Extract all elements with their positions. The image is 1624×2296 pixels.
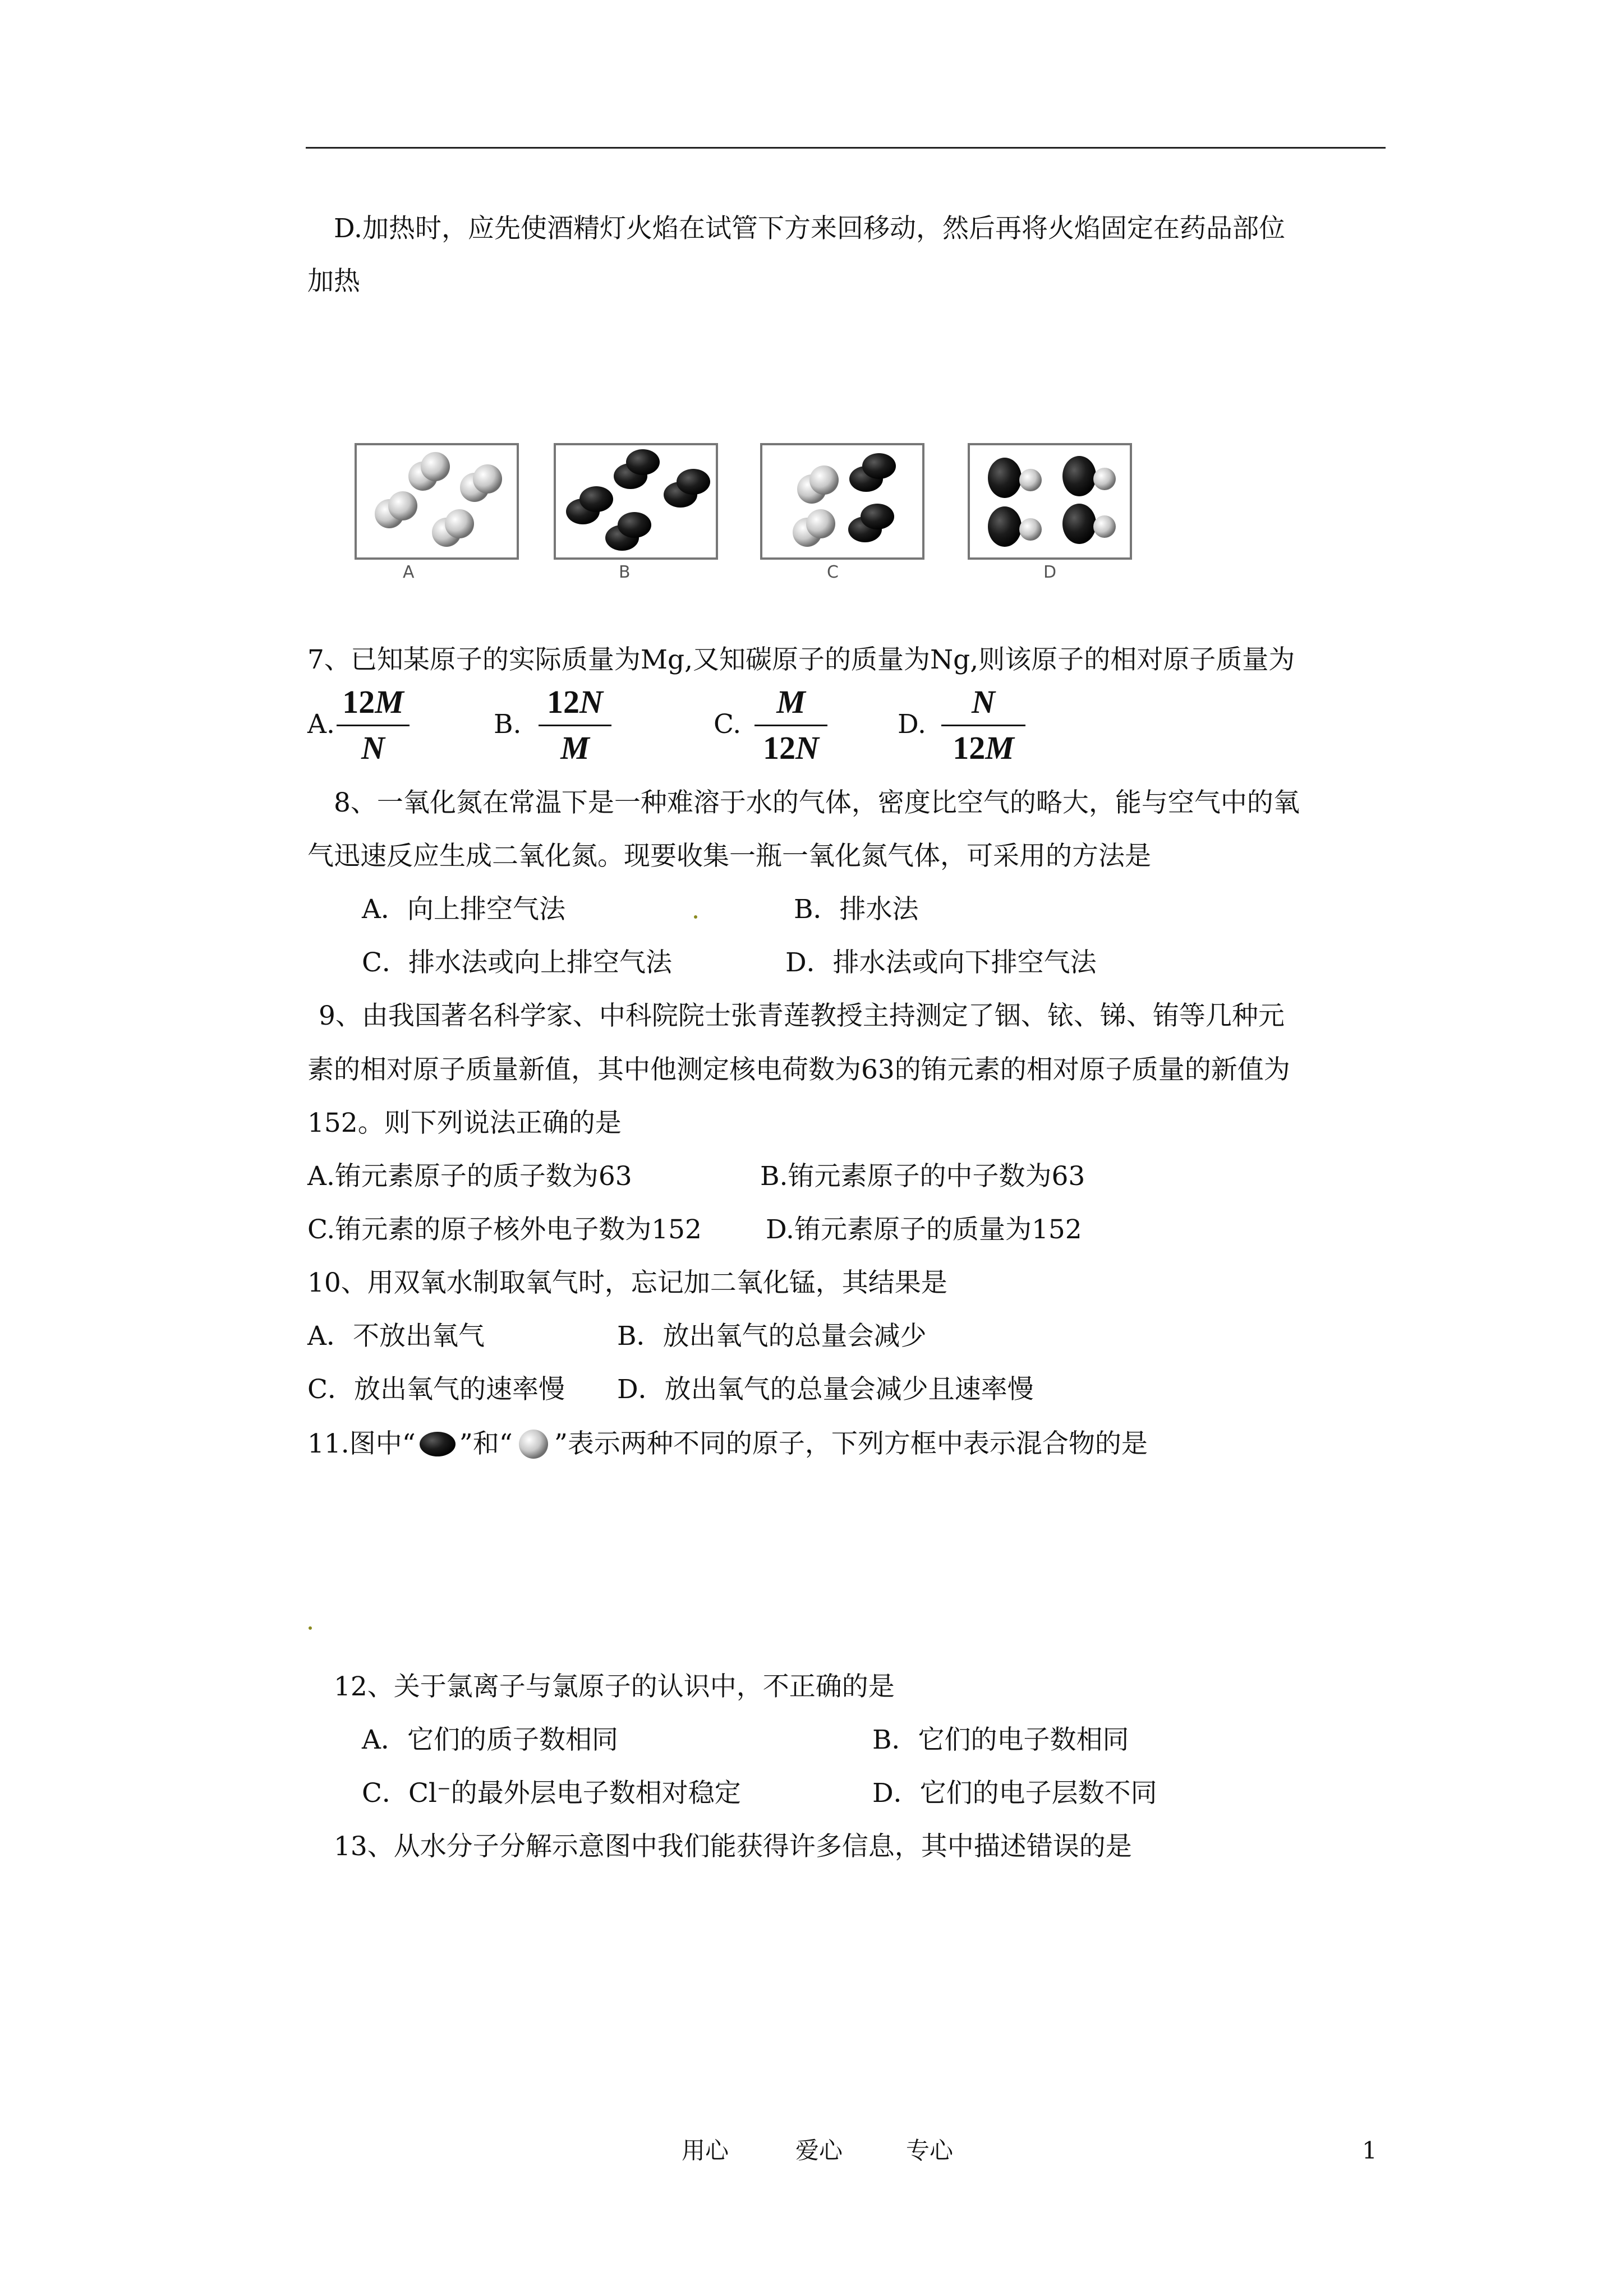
q7-stem: 7、已知某原子的实际质量为Mg,又知碳原子的质量为Ng,则该原子的相对原子质量为 xyxy=(307,644,1295,675)
q6-option-d-line2: 加热 xyxy=(307,266,360,297)
header-rule xyxy=(306,147,1386,149)
black-molecule-4 xyxy=(605,512,651,551)
white-atom-icon xyxy=(515,1428,552,1460)
q10-option-d: D．放出氧气的总量会减少且速率慢 xyxy=(617,1374,1034,1405)
fraction-denominator: N xyxy=(361,730,385,766)
q9-stem-line1: 9、由我国著名科学家、中科院院士张青莲教授主持测定了铟、铱、锑、铕等几种元 xyxy=(319,1001,1285,1031)
q7-option-c-label: C. xyxy=(714,709,742,740)
q11-stem-prefix: 11.图中“ xyxy=(307,1428,416,1459)
molecule-diagram-c xyxy=(762,445,922,557)
q7-option-b-fraction xyxy=(539,683,611,773)
fraction-bar xyxy=(337,725,410,726)
white-molecule-4 xyxy=(432,509,474,547)
q12-option-b: B．它们的电子数相同 xyxy=(872,1725,1129,1755)
page-number: 1 xyxy=(1362,2137,1377,2164)
fraction-numerator: N xyxy=(972,684,995,720)
q8-option-c: C．排水法或向上排空气法 xyxy=(362,947,672,978)
q12-option-d: D．它们的电子层数不同 xyxy=(872,1778,1157,1809)
fraction-numerator: 12N xyxy=(547,684,603,720)
white-molecule-1 xyxy=(408,452,450,491)
q7-option-a-label: A. xyxy=(307,709,335,740)
black-molecule-1 xyxy=(849,453,896,492)
q8-stem-line2: 气迅速反应生成二氧化氮。现要收集一瓶一氧化氮气体，可采用的方法是 xyxy=(307,841,1151,872)
q11-stem-middle: ”和“ xyxy=(459,1428,513,1459)
q9-stem-line3: 152。则下列说法正确的是 xyxy=(307,1108,622,1138)
molecule-diagram-d xyxy=(970,445,1130,557)
q8-option-d: D．排水法或向下排空气法 xyxy=(785,947,1097,978)
figure-label-c: C xyxy=(827,563,839,582)
black-atom-icon xyxy=(418,1430,457,1458)
compound-molecule-1 xyxy=(988,458,1042,498)
fraction-denominator: 12M xyxy=(953,730,1014,766)
figure-box-d xyxy=(968,443,1132,560)
figure-label-d: D xyxy=(1043,563,1057,582)
molecule-diagram-a xyxy=(357,445,517,557)
fraction-numerator: 12M xyxy=(342,684,404,720)
q11-stem xyxy=(307,1427,1148,1461)
q9-stem-line2: 素的相对原子质量新值，其中他测定核电荷数为63的铕元素的相对原子质量的新值为 xyxy=(307,1054,1290,1085)
fraction-denominator: M xyxy=(560,730,590,766)
black-molecule-1 xyxy=(614,449,660,489)
q9-option-d: D.铕元素原子的质量为152 xyxy=(766,1214,1082,1245)
q9-option-c: C.铕元素的原子核外电子数为152 xyxy=(307,1214,702,1245)
figure-label-b: B xyxy=(619,563,631,582)
black-molecule-3 xyxy=(566,486,613,524)
fraction-bar xyxy=(941,725,1025,726)
fraction-bar xyxy=(539,725,611,726)
black-molecule-2 xyxy=(848,504,894,542)
q6-option-d-line1: D.加热时，应先使酒精灯火焰在试管下方来回移动，然后再将火焰固定在药品部位 xyxy=(334,213,1285,244)
q7-option-b-label: B. xyxy=(494,709,522,740)
footer-text-left: 用心 xyxy=(682,2137,729,2164)
stray-dot xyxy=(309,1626,312,1630)
white-molecule-1 xyxy=(797,465,839,504)
q7-option-a-fraction xyxy=(337,683,410,773)
q13-stem: 13、从水分子分解示意图中我们能获得许多信息，其中描述错误的是 xyxy=(334,1831,1132,1862)
figure-box-c xyxy=(760,443,924,560)
q7-option-c-fraction xyxy=(755,683,827,773)
q8-option-b: B．排水法 xyxy=(794,894,919,925)
q11-stem-suffix: ”表示两种不同的原子，下列方框中表示混合物的是 xyxy=(554,1428,1148,1459)
white-molecule-2 xyxy=(793,509,835,547)
compound-molecule-3 xyxy=(988,506,1042,547)
q9-option-a: A.铕元素原子的质子数为63 xyxy=(307,1161,632,1192)
q12-option-a: A．它们的质子数相同 xyxy=(362,1725,618,1755)
q12-stem: 12、关于氯离子与氯原子的认识中，不正确的是 xyxy=(334,1671,895,1702)
q7-option-d-label: D. xyxy=(898,709,926,740)
white-molecule-2 xyxy=(460,464,502,502)
fraction-numerator: M xyxy=(776,684,806,720)
footer-text-middle: 爱心 xyxy=(795,2137,843,2164)
q10-stem: 10、用双氧水制取氧气时，忘记加二氧化锰，其结果是 xyxy=(307,1267,947,1298)
q12-option-c: C．Cl⁻的最外层电子数相对稳定 xyxy=(362,1778,741,1809)
q10-option-b: B．放出氧气的总量会减少 xyxy=(617,1321,927,1352)
footer-text-right: 专心 xyxy=(906,2137,954,2164)
fraction-denominator: 12N xyxy=(763,730,819,766)
figure-label-a: A xyxy=(403,563,415,582)
compound-molecule-2 xyxy=(1062,456,1116,496)
stray-dot xyxy=(694,915,697,919)
q7-option-d-fraction xyxy=(941,683,1025,773)
q8-stem-line1: 8、一氧化氮在常温下是一种难溶于水的气体，密度比空气的略大，能与空气中的氧 xyxy=(334,787,1300,818)
q8-option-a: A．向上排空气法 xyxy=(362,894,565,925)
q10-option-c: C．放出氧气的速率慢 xyxy=(307,1374,565,1405)
q10-option-a: A．不放出氧气 xyxy=(307,1321,485,1352)
white-molecule-3 xyxy=(375,491,417,528)
figure-box-a xyxy=(355,443,519,560)
black-molecule-2 xyxy=(664,469,710,508)
q9-option-b: B.铕元素原子的中子数为63 xyxy=(760,1161,1085,1192)
compound-molecule-4 xyxy=(1062,504,1116,544)
fraction-bar xyxy=(755,725,827,726)
figure-box-b xyxy=(554,443,718,560)
molecule-diagram-b xyxy=(556,445,716,557)
